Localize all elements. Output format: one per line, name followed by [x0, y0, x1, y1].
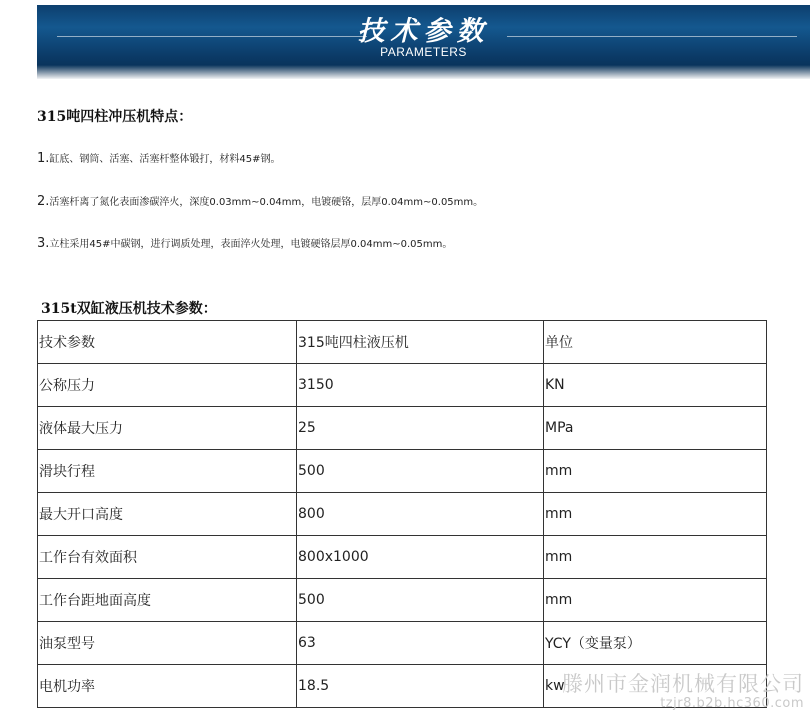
param-value-cell: 500: [297, 579, 544, 622]
table-row: [38, 665, 767, 708]
banner-title: 技术参数: [357, 16, 490, 47]
param-name-cell: 工作台距地面高度: [38, 579, 297, 622]
param-value-cell: 800x1000: [297, 536, 544, 579]
feature-item-1: [37, 150, 281, 166]
features-heading: 315吨四柱冲压机特点：: [37, 109, 193, 125]
table-row: [38, 321, 767, 364]
watermark-company: 滕州市金润机械有限公司: [562, 672, 804, 696]
table-row: [38, 450, 767, 493]
param-unit-cell: mm: [544, 450, 767, 493]
param-value-cell: 25: [297, 407, 544, 450]
param-name-cell: 技术参数: [38, 321, 297, 364]
param-value-cell: 315吨四柱液压机: [297, 321, 544, 364]
table-row: [38, 364, 767, 407]
banner-subtitle: PARAMETERS: [380, 45, 467, 59]
param-name-cell: 工作台有效面积: [38, 536, 297, 579]
feature-text: 立柱采用45#中碳钢，进行调质处理，表面淬火处理，电镀硬铬层厚0.04mm~0.05mm。: [49, 239, 453, 250]
spec-table-body: [38, 321, 767, 708]
feature-number: 3.: [37, 236, 50, 251]
param-unit-cell: KN: [544, 364, 767, 407]
param-value-cell: 3150: [297, 364, 544, 407]
param-value-cell: 18.5: [297, 665, 544, 708]
table-row: [38, 579, 767, 622]
param-name-cell: 电机功率: [38, 665, 297, 708]
feature-text: 缸底、钢筒、活塞、活塞杆整体锻打，材料45#钢。: [49, 154, 281, 165]
param-name-cell: 滑块行程: [38, 450, 297, 493]
param-value-cell: 800: [297, 493, 544, 536]
param-unit-cell: 单位: [544, 321, 767, 364]
table-row: [38, 536, 767, 579]
table-row: [38, 622, 767, 665]
param-unit-cell: mm: [544, 493, 767, 536]
spec-table: [37, 320, 767, 708]
watermark-url: tzjr8.b2b.hc360.com: [660, 696, 804, 711]
param-value-cell: 63: [297, 622, 544, 665]
param-unit-cell: mm: [544, 536, 767, 579]
spec-heading: 315t双缸液压机技术参数：: [41, 301, 217, 317]
param-unit-cell: MPa: [544, 407, 767, 450]
param-name-cell: 最大开口高度: [38, 493, 297, 536]
parameters-banner: [37, 5, 810, 79]
feature-text: 活塞杆离了氮化表面渗碳淬火，深度0.03mm~0.04mm，电镀硬铬，层厚0.04mm~0.05mm。: [49, 197, 484, 208]
feature-number: 1.: [37, 151, 50, 166]
feature-item-3: [37, 235, 452, 251]
feature-number: 2.: [37, 194, 50, 209]
param-unit-cell: kw: [544, 665, 767, 708]
param-unit-cell: mm: [544, 579, 767, 622]
param-unit-cell: YCY（变量泵）: [544, 622, 767, 665]
param-name-cell: 油泵型号: [38, 622, 297, 665]
param-value-cell: 500: [297, 450, 544, 493]
param-name-cell: 液体最大压力: [38, 407, 297, 450]
table-row: [38, 493, 767, 536]
feature-item-2: [37, 193, 483, 209]
table-row: [38, 407, 767, 450]
param-name-cell: 公称压力: [38, 364, 297, 407]
